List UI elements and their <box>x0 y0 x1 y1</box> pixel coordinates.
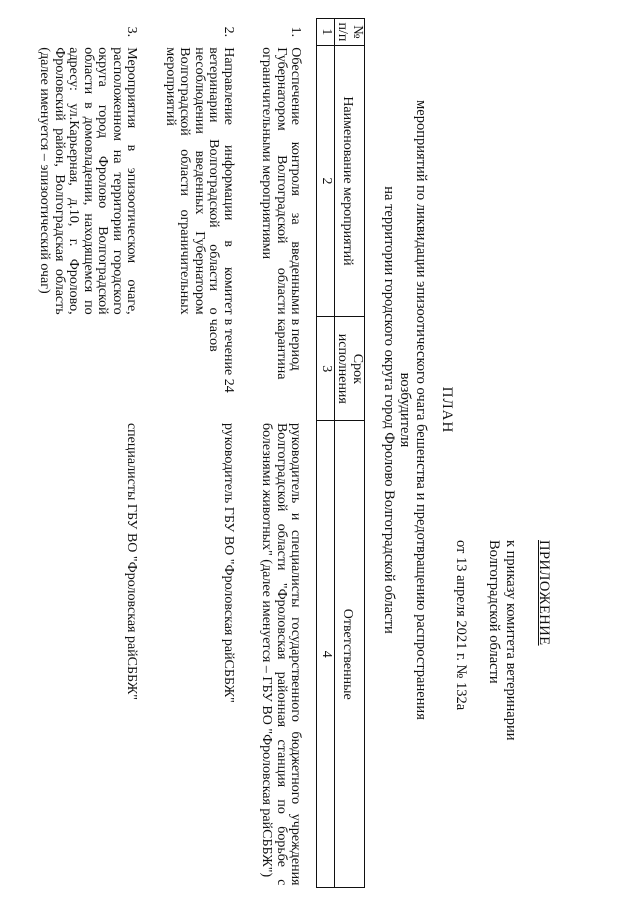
row-3-name: Мероприятия в эпизоотическом очаге, расположенном на территории городского округа город Фролово Волгоградской области в домовладении, находящемся по адресу: ул.Карьерная, д.10, г. Фролово, Фроловский район, Волгоградская область (далее именуется – эпизоотический очаг) <box>37 47 140 315</box>
header-name: Наименование мероприятий <box>335 45 365 316</box>
plan-title: ПЛАН <box>439 386 455 434</box>
column-number-3: 3 <box>317 317 335 421</box>
row-1-term: в период карантина <box>274 318 304 380</box>
header-num-line-1: № <box>350 25 365 39</box>
row-1-responsible: руководитель и специалисты государственного бюджетного учреждения Волгоградской области "Фроловская районная станция по борьбе с болезнями животных" (далее именуется – ГБУ ВО "Фроловская райСББЖ") <box>259 422 304 886</box>
column-numbers-row <box>317 19 335 888</box>
appendix-date: от 13 апреля 2021 г. № 132а <box>453 540 469 711</box>
table-row <box>27 19 153 888</box>
table-row <box>153 19 250 888</box>
table-header-row <box>335 19 365 888</box>
column-number-4: 4 <box>317 421 335 888</box>
appendix-title: ПРИЛОЖЕНИЕ <box>536 540 552 646</box>
plan-table <box>27 18 365 888</box>
column-number-2: 2 <box>317 45 335 316</box>
row-3-responsible: специалисты ГБУ ВО "Фроловская райСББЖ" <box>124 422 140 701</box>
row-3-num: 3. <box>124 26 140 38</box>
appendix-block <box>452 540 552 840</box>
appendix-line-1: к приказу комитета ветеринарии <box>503 540 519 741</box>
header-num <box>335 19 365 46</box>
row-1-name: Обеспечение контроля за введенными Губернатором Волгоградской области ограничительными мероприятиями <box>259 47 304 315</box>
plan-subtitle-line-1: мероприятий по ликвидации эпизоотического очага бешенства и предотвращению распространения возбудителя <box>397 100 429 720</box>
header-term: Срок исполнения <box>335 317 365 421</box>
column-number-1: 1 <box>317 19 335 46</box>
header-num-line-2: п/п <box>335 22 351 42</box>
row-3-term <box>27 317 153 421</box>
row-2-name: Направление информации в комитет ветеринарии Волгоградской области о несоблюдении введенных Губернатором Волгоградской области ограничительных мероприятий <box>163 47 236 315</box>
plan-subtitle-line-2: на территории городского округа город Фролово Волгоградской области <box>381 186 397 634</box>
row-2-responsible: руководитель ГБУ ВО "Фроловская райСББЖ" <box>221 422 236 703</box>
appendix-line-2: Волгоградской области <box>486 540 502 684</box>
row-1-num: 1. <box>288 26 304 38</box>
table-row <box>249 19 317 888</box>
document-heading <box>381 90 455 730</box>
row-2-num: 2. <box>221 26 236 38</box>
header-responsible: Ответственные <box>335 421 365 888</box>
row-2-term: в течение 24 часов <box>206 318 236 393</box>
